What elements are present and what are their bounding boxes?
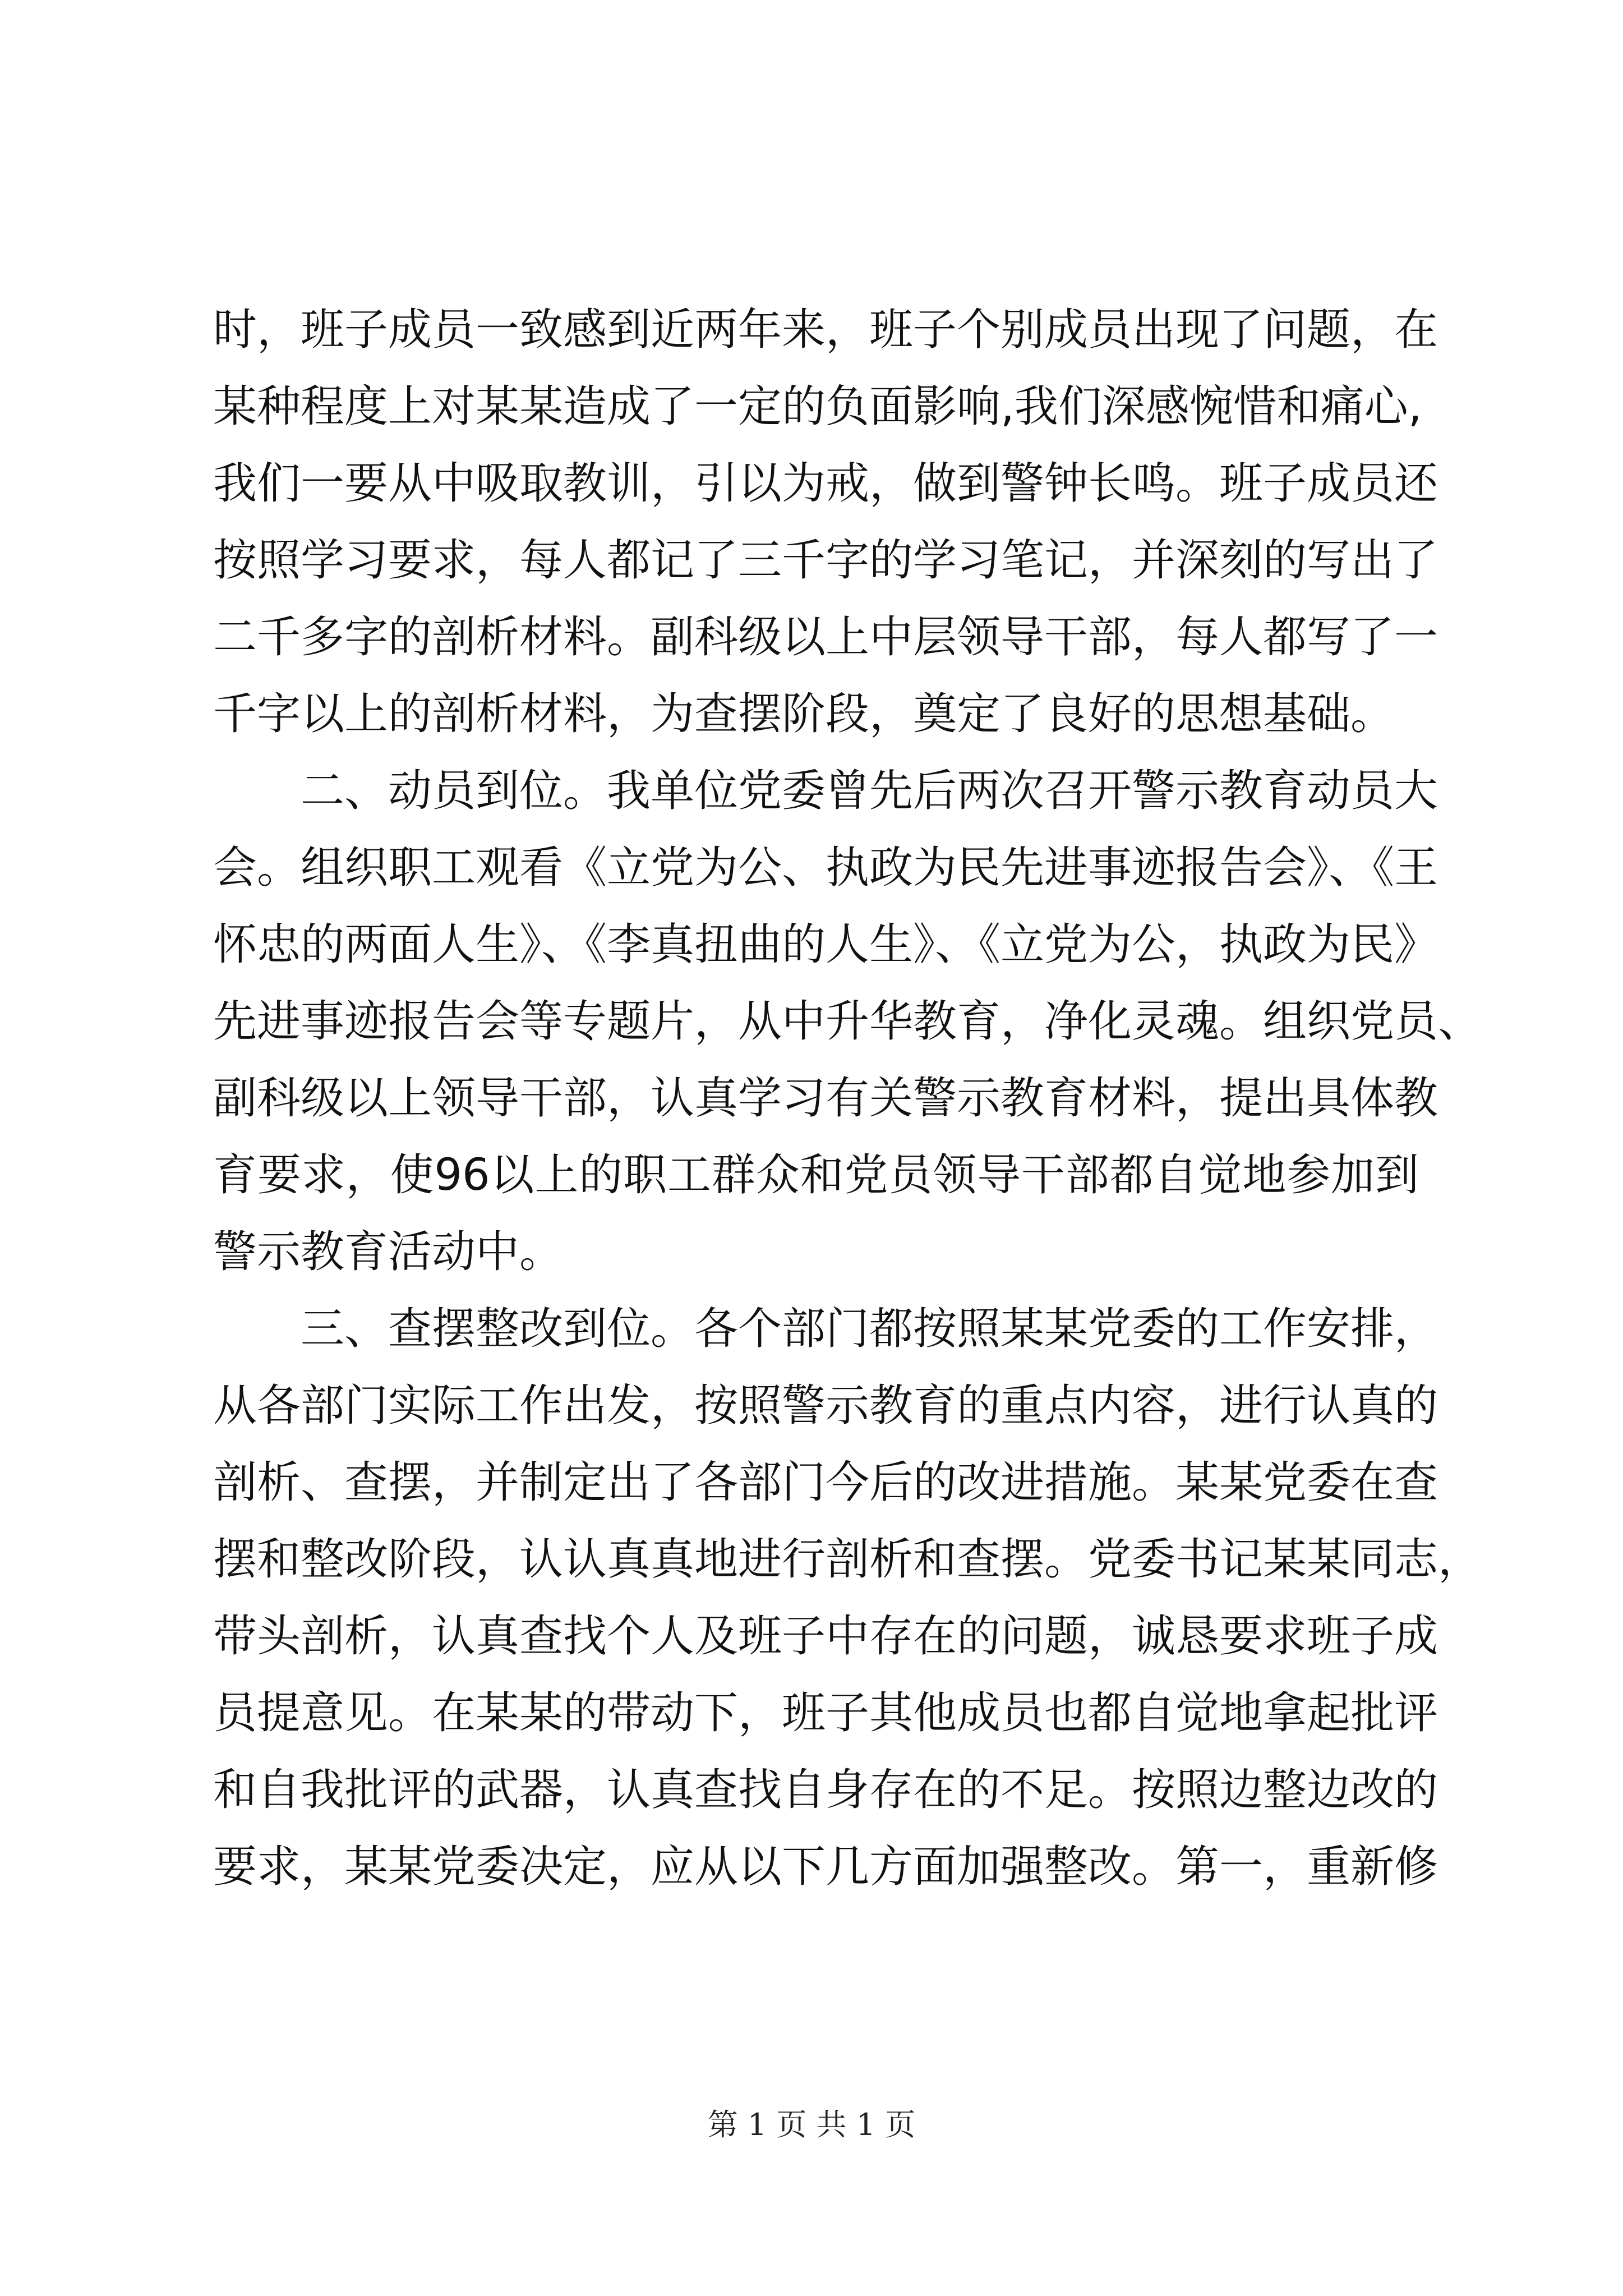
text-line: 警示教育活动中。 [213, 1227, 564, 1277]
text-line: 时，班子成员一致感到近两年来，班子个别成员出现了问题，在 [213, 305, 1438, 355]
document-body [213, 292, 1482, 1906]
text-line: 二千多字的剖析材料。副科级以上中层领导干部，每人都写了一 [213, 612, 1438, 662]
text-line: 我们一要从中吸取教训，引以为戒，做到警钟长鸣。班子成员还 [213, 458, 1438, 509]
text-line: 员提意见。在某某的带动下，班子其他成员也都自觉地拿起批评 [213, 1688, 1438, 1738]
text-line: 摆和整改阶段，认认真真地进行剖析和查摆。党委书记某某同志， [213, 1534, 1482, 1585]
text-line: 某种程度上对某某造成了一定的负面影响,我们深感惋惜和痛心, [213, 381, 1422, 432]
text-line: 从各部门实际工作出发，按照警示教育的重点内容，进行认真的 [213, 1381, 1438, 1431]
text-line: 副科级以上领导干部，认真学习有关警示教育材料，提出具体教 [213, 1073, 1438, 1124]
page-footer: 第 1 页 共 1 页 [707, 2107, 916, 2142]
text-line: 二、动员到位。我单位党委曾先后两次召开警示教育动员大 [213, 766, 1438, 816]
text-line: 千字以上的剖析材料，为查摆阶段，奠定了良好的思想基础。 [213, 689, 1395, 739]
text-line: 剖析、查摆，并制定出了各部门今后的改进措施。某某党委在查 [213, 1457, 1438, 1508]
text-line: 怀忠的两面人生》、《李真扭曲的人生》、《立党为公，执政为民》 [213, 919, 1438, 970]
text-line: 按照学习要求，每人都记了三千字的学习笔记，并深刻的写出了 [213, 535, 1438, 586]
text-line: 先进事迹报告会等专题片，从中升华教育，净化灵魂。组织党员、 [213, 996, 1482, 1047]
text-line: 育要求，使96以上的职工群众和党员领导干部都自觉地参加到 [213, 1150, 1419, 1200]
text-line: 三、查摆整改到位。各个部门都按照某某党委的工作安排， [213, 1304, 1438, 1354]
text-line: 要求，某某党委决定，应从以下几方面加强整改。第一，重新修 [213, 1842, 1438, 1892]
text-line: 会。组织职工观看《立党为公、执政为民先进事迹报告会》、《王 [213, 843, 1438, 893]
text-line: 带头剖析，认真查找个人及班子中存在的问题，诚恳要求班子成 [213, 1611, 1438, 1662]
text-line: 和自我批评的武器，认真查找自身存在的不足。按照边整边改的 [213, 1765, 1438, 1815]
